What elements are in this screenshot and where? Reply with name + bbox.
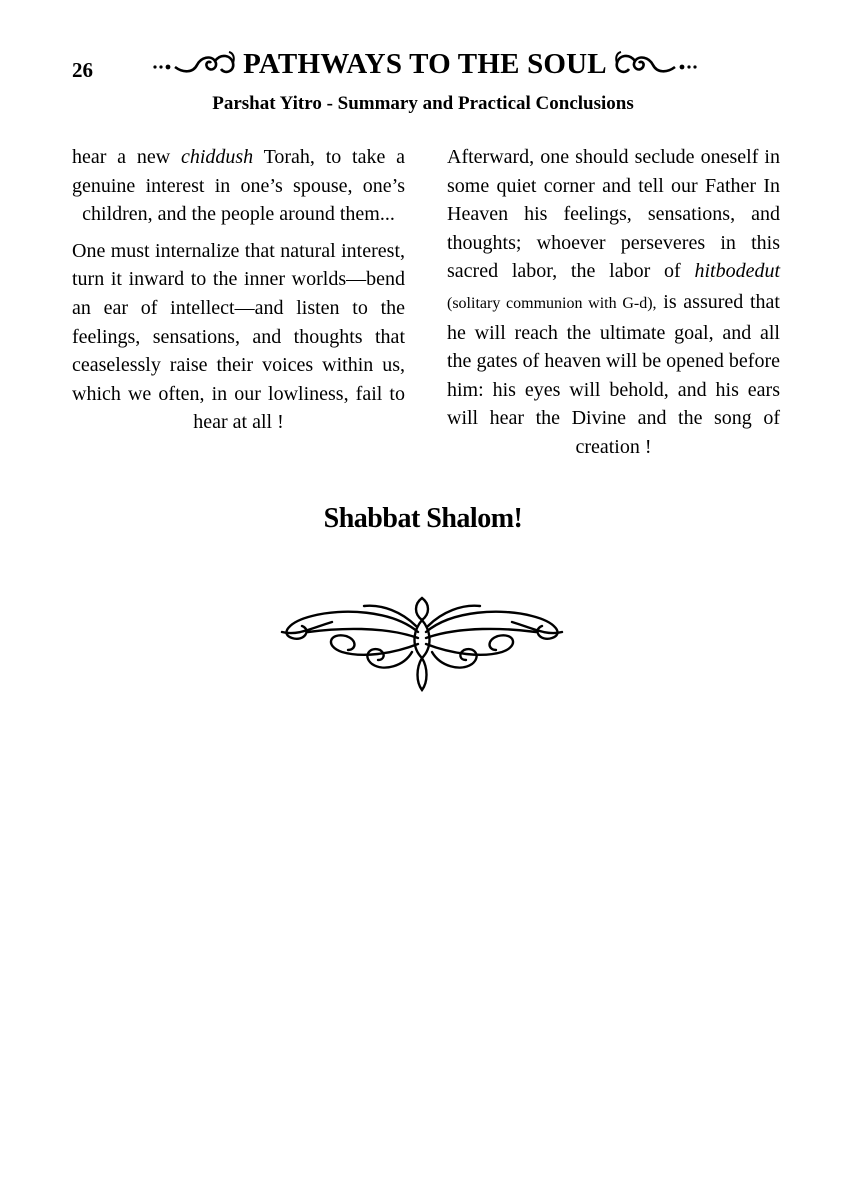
text-run: is assured that he will reach the ultimate goal, and all the gates of heaven will be opened before him: his eyes will behold, and his ears will hear the Divine and the song of creation !: [447, 290, 780, 458]
gloss-note: (solitary communion with G-d),: [447, 294, 657, 312]
right-column: [447, 143, 780, 462]
section-subtitle: Parshat Yitro - Summary and Practical Conclusions: [212, 93, 634, 114]
running-header: [130, 47, 720, 81]
paragraph: One must internalize that natural interest, turn it inward to the inner worlds—bend an ear of intellect—and listen to the feelings, sensations, and thoughts that ceaselessly raise their voices within us, which we often, in our lowliness, fail to hear at all !: [72, 239, 405, 434]
left-column: [72, 143, 405, 437]
text-run: Torah, to take a genuine interest in one’s spouse, one’s children, and the people around them...: [72, 146, 405, 226]
scroll-ornament-left-icon: [149, 47, 239, 81]
filigree-flourish-icon: [272, 592, 572, 696]
text-run: Afterward, one should seclude oneself in some quiet corner and tell our Father In Heaven his feelings, sensations, and thoughts; whoever perseveres in this sacred labor, the labor of: [447, 146, 780, 283]
scroll-ornament-right-icon: [611, 47, 701, 81]
paragraph: [72, 143, 405, 229]
closing-greeting: Shabbat Shalom!: [323, 503, 523, 534]
paragraph: [447, 143, 780, 462]
running-header-title: PATHWAYS TO THE SOUL: [243, 47, 607, 80]
italic-term: chiddush: [180, 146, 254, 168]
italic-term: hitbodedut: [694, 260, 780, 283]
text-run: hear a new: [72, 146, 181, 168]
page-number: 26: [72, 58, 93, 82]
